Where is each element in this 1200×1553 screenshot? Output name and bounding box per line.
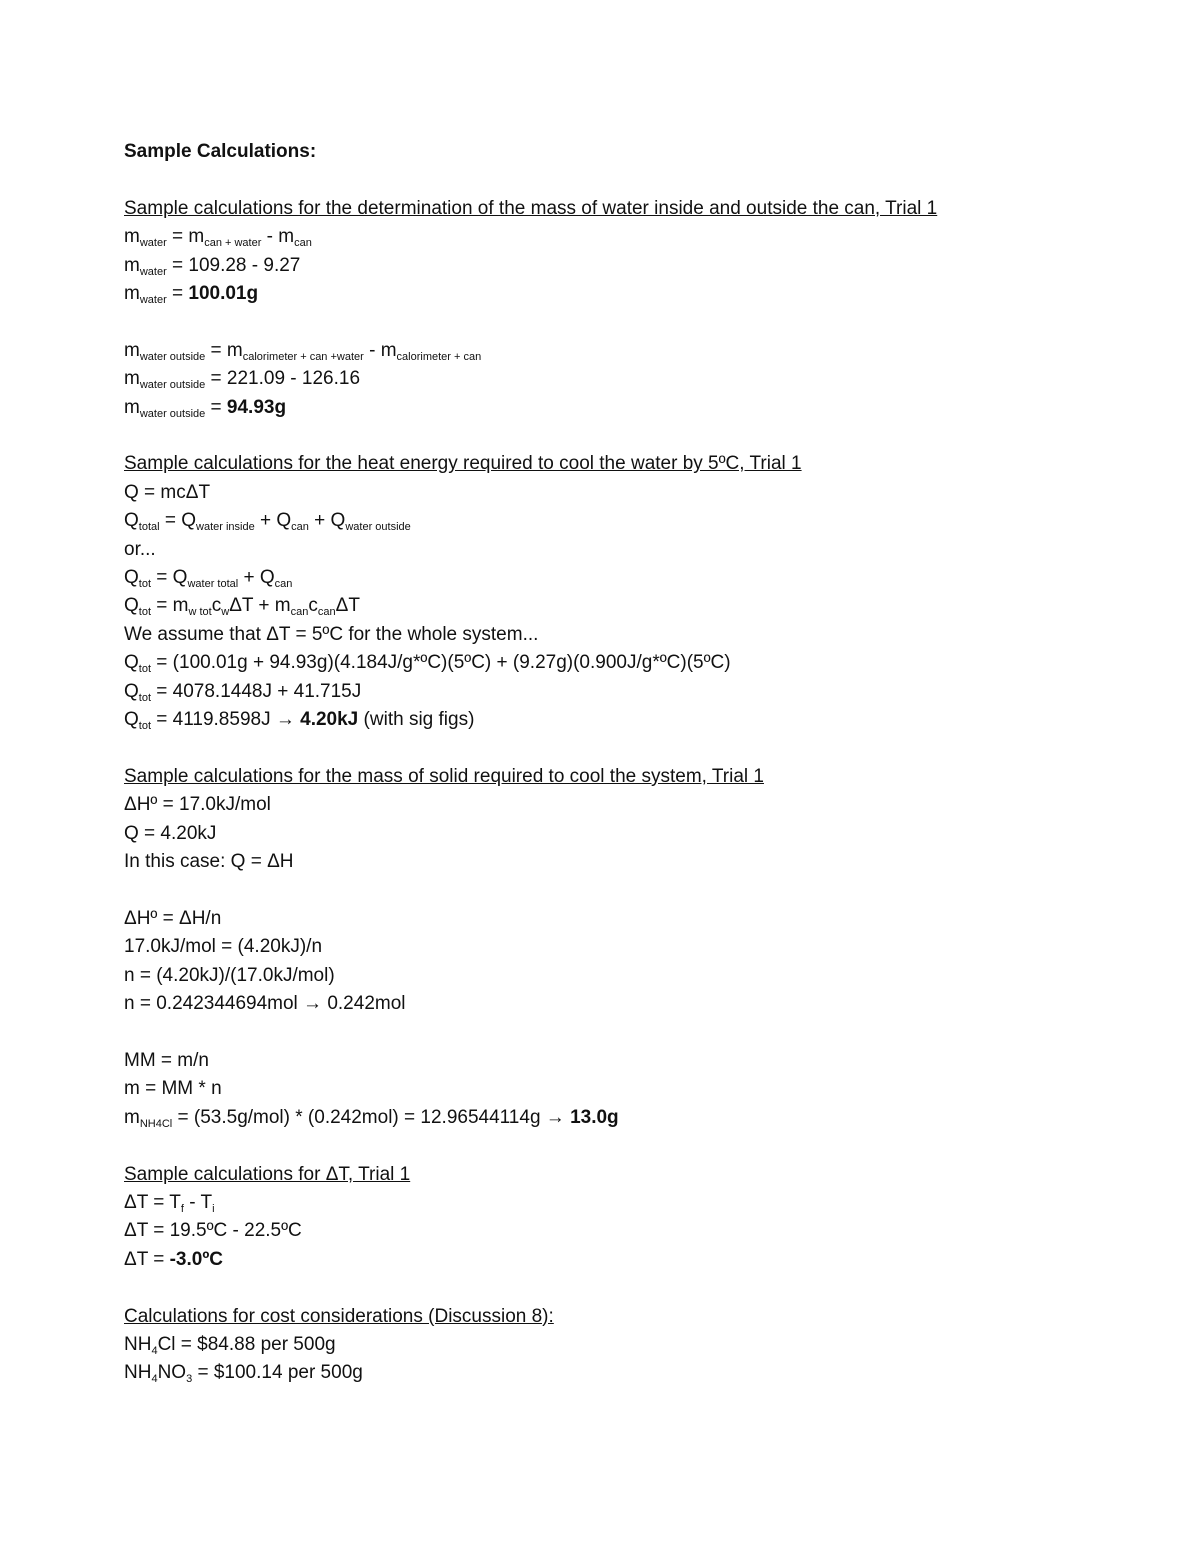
equation-line: $NH_4NO_3$ = $100.14 per 500g — [124, 1362, 363, 1386]
equation-line: $\Delta T = T_f - T_i$ — [124, 1191, 215, 1215]
section-heading-heat-energy: Sample calculations for the heat energy required to cool the water by 5ºC, Trial 1 — [124, 453, 802, 475]
equation-line: $NH_4Cl$ = $84.88 per 500g — [124, 1333, 336, 1357]
equation-line: ΔHº = ΔH/n — [124, 907, 222, 929]
text-line: In this case: Q = ΔH — [124, 851, 294, 873]
equation-line: $m_{water outside} = 221.09 - 126.16$ — [124, 368, 361, 392]
section-heading-mass-solid: Sample calculations for the mass of solid required to cool the system, Trial 1 — [124, 765, 764, 787]
page-title: Sample Calculations: — [124, 141, 317, 162]
equation-line: $Q_{tot} = (100.01g$ + 94.93g)(4.184J/g*ºC)(5ºC) + (9.27g)(0.900J/g*ºC)(5ºC) — [124, 652, 731, 676]
equation-line: 17.0kJ/mol = (4.20kJ)/n — [124, 936, 323, 958]
equation-line: Q = mcΔT — [124, 481, 211, 503]
equation-line: m = MM * n — [124, 1078, 222, 1100]
result-value: 94.93g — [226, 396, 287, 418]
equation-line: $Q_{tot} = m_{w tot}c_w\Delta T + m_{can}c_{can}\Delta T$ — [124, 595, 360, 619]
section-heading-delta-t: Sample calculations for ΔT, Trial 1 — [124, 1163, 411, 1185]
document-page — [124, 138, 1124, 1388]
equation-line: $m_{water} = m_{can + water} - m_{can}$ — [124, 226, 312, 250]
equation-line: ΔT = -3.0ºC — [124, 1248, 224, 1270]
equation-line: $m_{water outside} = m_{calorimeter + can +water} - m_{calorimeter + can}$ — [124, 339, 482, 363]
equation-line: $Q_{tot} = 4078.1448J + 41.715J$ — [124, 680, 362, 704]
equation-line: MM = m/n — [124, 1049, 209, 1071]
equation-line: ΔHº = 17.0kJ/mol — [124, 794, 271, 816]
section-heading-cost: Calculations for cost considerations (Discussion 8): — [124, 1305, 554, 1327]
result-value: 100.01g — [188, 283, 259, 305]
section-heading-mass-water: Sample calculations for the determination of the mass of water inside and outside the can, Trial 1 — [124, 197, 938, 219]
result-value: 13.0g — [570, 1106, 619, 1128]
equation-line: $m_{water outside} = 94.93g$ — [124, 396, 287, 420]
equation-line: ΔT = 19.5ºC - 22.5ºC — [124, 1220, 302, 1242]
text-line: We assume that ΔT = 5ºC for the whole system... — [124, 623, 539, 645]
equation-line: $m_{water} = 109.28 - 9.27$ — [124, 254, 301, 278]
text-line: or... — [124, 538, 156, 560]
equation-line: $m_{NH4Cl} = (53.5g/mol) * (0.242mol) = 12.96544114g \to 13.0g$ — [124, 1106, 619, 1130]
equation-line: n = (4.20kJ)/(17.0kJ/mol) — [124, 964, 335, 986]
equation-line: $Q_{total} = Q_{water inside} + Q_{can} + Q_{water outside}$ — [124, 510, 411, 534]
equation-line: Q = 4.20kJ — [124, 822, 217, 844]
equation-line: $Q_{tot} = Q_{water total} + Q_{can}$ — [124, 567, 293, 591]
result-value: 4.20kJ — [300, 709, 359, 731]
equation-line: $m_{water} = 100.01g$ — [124, 283, 259, 307]
equation-line: n = 0.242344694mol → 0.242mol — [124, 993, 406, 1015]
result-value: -3.0ºC — [169, 1248, 224, 1270]
equation-line: $Q_{tot} = 4119.8598J \to 4.20kJ$ (with sig figs) — [124, 709, 475, 733]
